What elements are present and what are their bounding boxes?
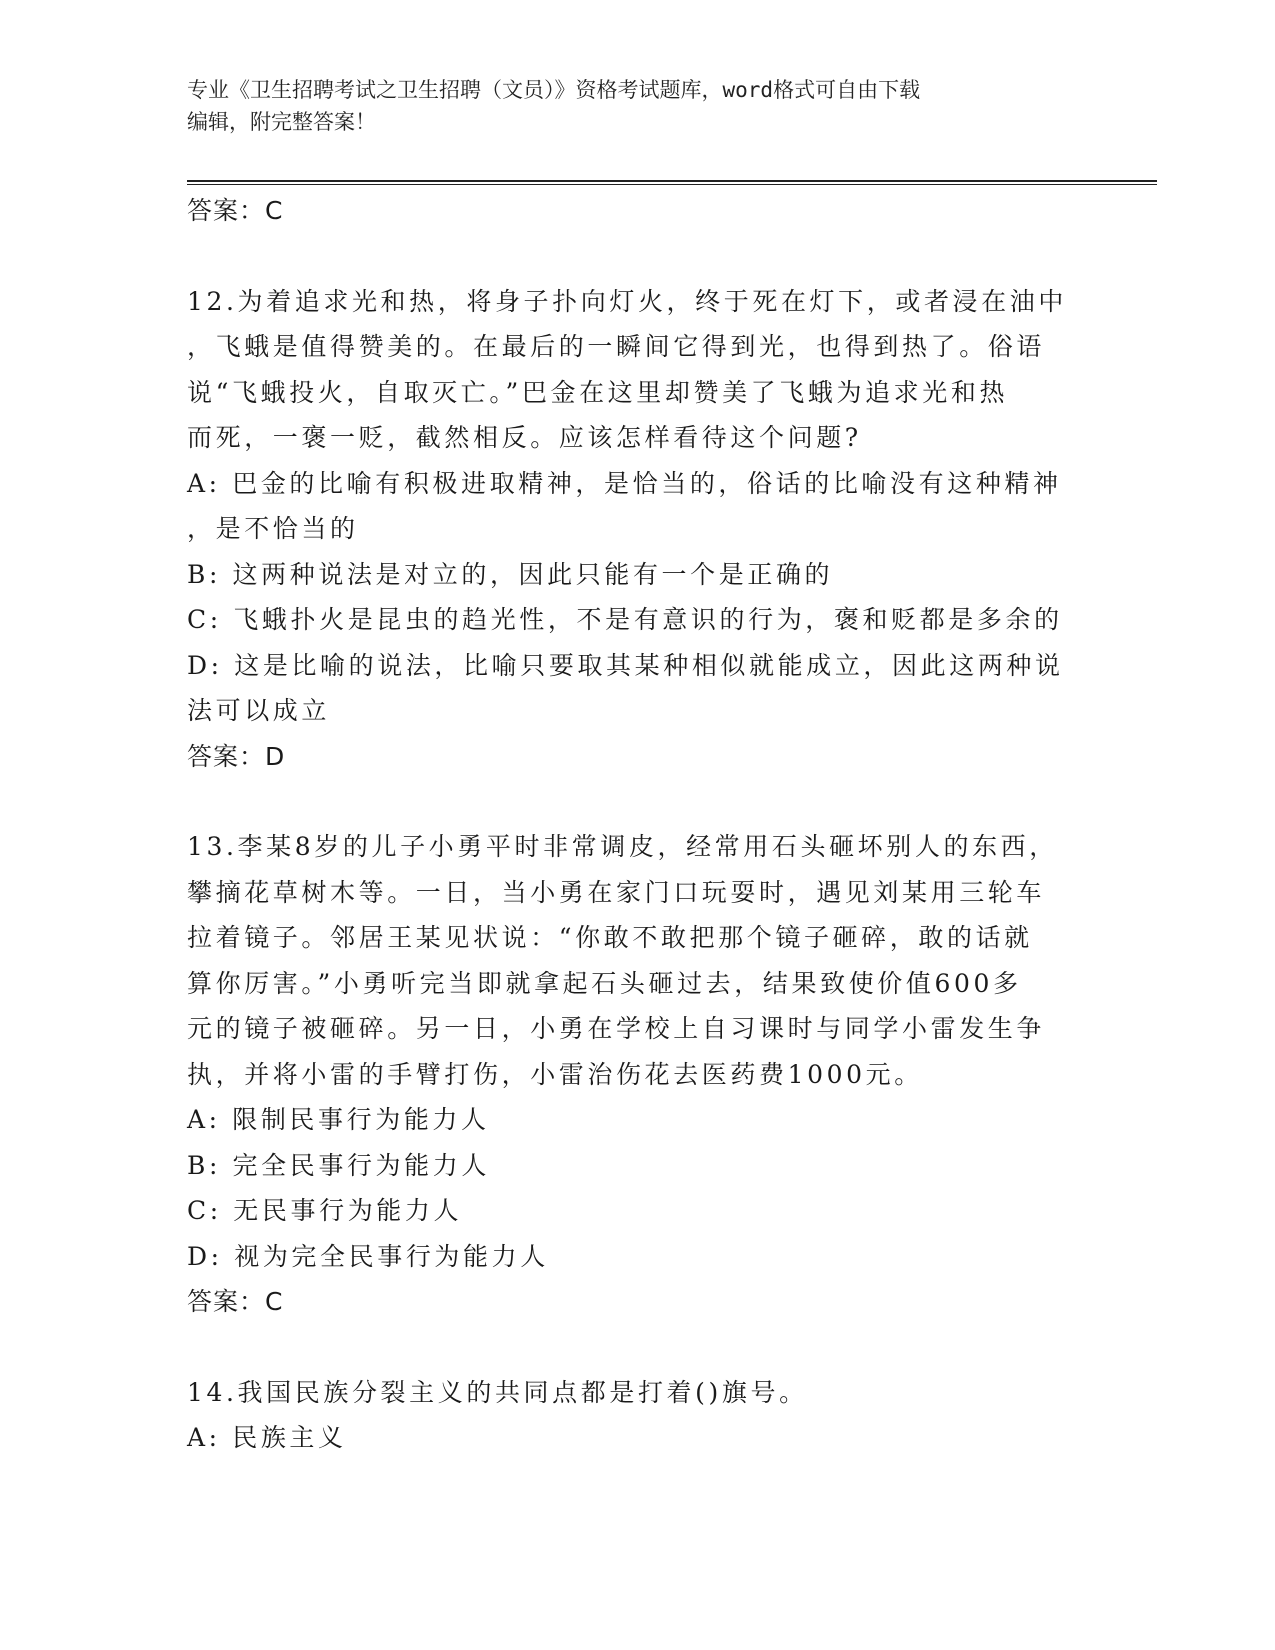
spacer — [187, 1325, 1077, 1370]
question-text-line: 说“飞蛾投火，自取灭亡。”巴金在这里却赞美了飞蛾为追求光和热 — [187, 377, 1009, 407]
question-13 — [187, 824, 1077, 1325]
option-d-cont: 法可以成立 — [187, 696, 331, 725]
question-text-line: ，飞蛾是值得赞美的。在最后的一瞬间它得到光，也得到热了。俗语 — [187, 332, 1046, 361]
answer-q11: 答案：C — [187, 196, 284, 225]
page-header — [187, 74, 1087, 138]
option-b: B: 这两种说法是对立的，因此只能有一个是正确的 — [187, 559, 834, 589]
question-text-line: 攀摘花草树木等。一日，当小勇在家门口玩耍时，遇见刘某用三轮车 — [187, 877, 1046, 907]
question-text-line: 拉着镜子。邻居王某见状说：“你敢不敢把那个镜子砸碎，敢的话就 — [187, 923, 1033, 952]
spacer — [187, 779, 1077, 824]
question-text-line: 12.为着追求光和热，将身子扑向灯火，终于死在灯下，或者浸在油中 — [187, 286, 1067, 316]
question-text-line: 元的镜子被砸碎。另一日，小勇在学校上自习课时与同学小雷发生争 — [187, 1014, 1046, 1043]
header-line-2: 编辑，附完整答案！ — [187, 110, 376, 134]
question-12 — [187, 279, 1077, 780]
question-text-line: 13.李某8岁的儿子小勇平时非常调皮，经常用石头砸坏别人的东西， — [187, 832, 1058, 861]
header-line-1: 专业《卫生招聘考试之卫生招聘（文员）》资格考试题库，word格式可自由下载 — [187, 78, 921, 102]
option-d: D: 视为完全民事行为能力人 — [187, 1241, 549, 1271]
option-c: C: 无民事行为能力人 — [187, 1196, 463, 1225]
question-list — [187, 188, 1077, 1461]
answer-q13: 答案：C — [187, 1287, 284, 1316]
option-a: A: 巴金的比喻有积极进取精神，是恰当的，俗话的比喻没有这种精神 — [187, 468, 1062, 498]
answer-q12: 答案：D — [187, 741, 286, 771]
question-14 — [187, 1370, 1077, 1461]
question-text-line: 14.我国民族分裂主义的共同点都是打着()旗号。 — [187, 1377, 808, 1407]
option-a-cont: ，是不恰当的 — [187, 514, 359, 543]
spacer — [187, 234, 1077, 279]
question-text-line: 而死，一褒一贬，截然相反。应该怎样看待这个问题? — [187, 423, 862, 452]
option-a: A: 限制民事行为能力人 — [187, 1105, 490, 1134]
option-b: B: 完全民事行为能力人 — [187, 1150, 490, 1180]
option-c: C: 飞蛾扑火是昆虫的趋光性，不是有意识的行为，褒和贬都是多余的 — [187, 605, 1063, 634]
option-a: A: 民族主义 — [187, 1423, 347, 1452]
header-rule-thick — [187, 180, 1157, 182]
question-text-line: 执，并将小雷的手臂打伤，小雷治伤花去医药费1000元。 — [187, 1059, 923, 1089]
header-rule-thin — [187, 184, 1157, 185]
option-d: D: 这是比喻的说法，比喻只要取其某种相似就能成立，因此这两种说 — [187, 650, 1064, 680]
question-text-line: 算你厉害。”小勇听完当即就拿起石头砸过去，结果致使价值600多 — [187, 968, 1022, 998]
